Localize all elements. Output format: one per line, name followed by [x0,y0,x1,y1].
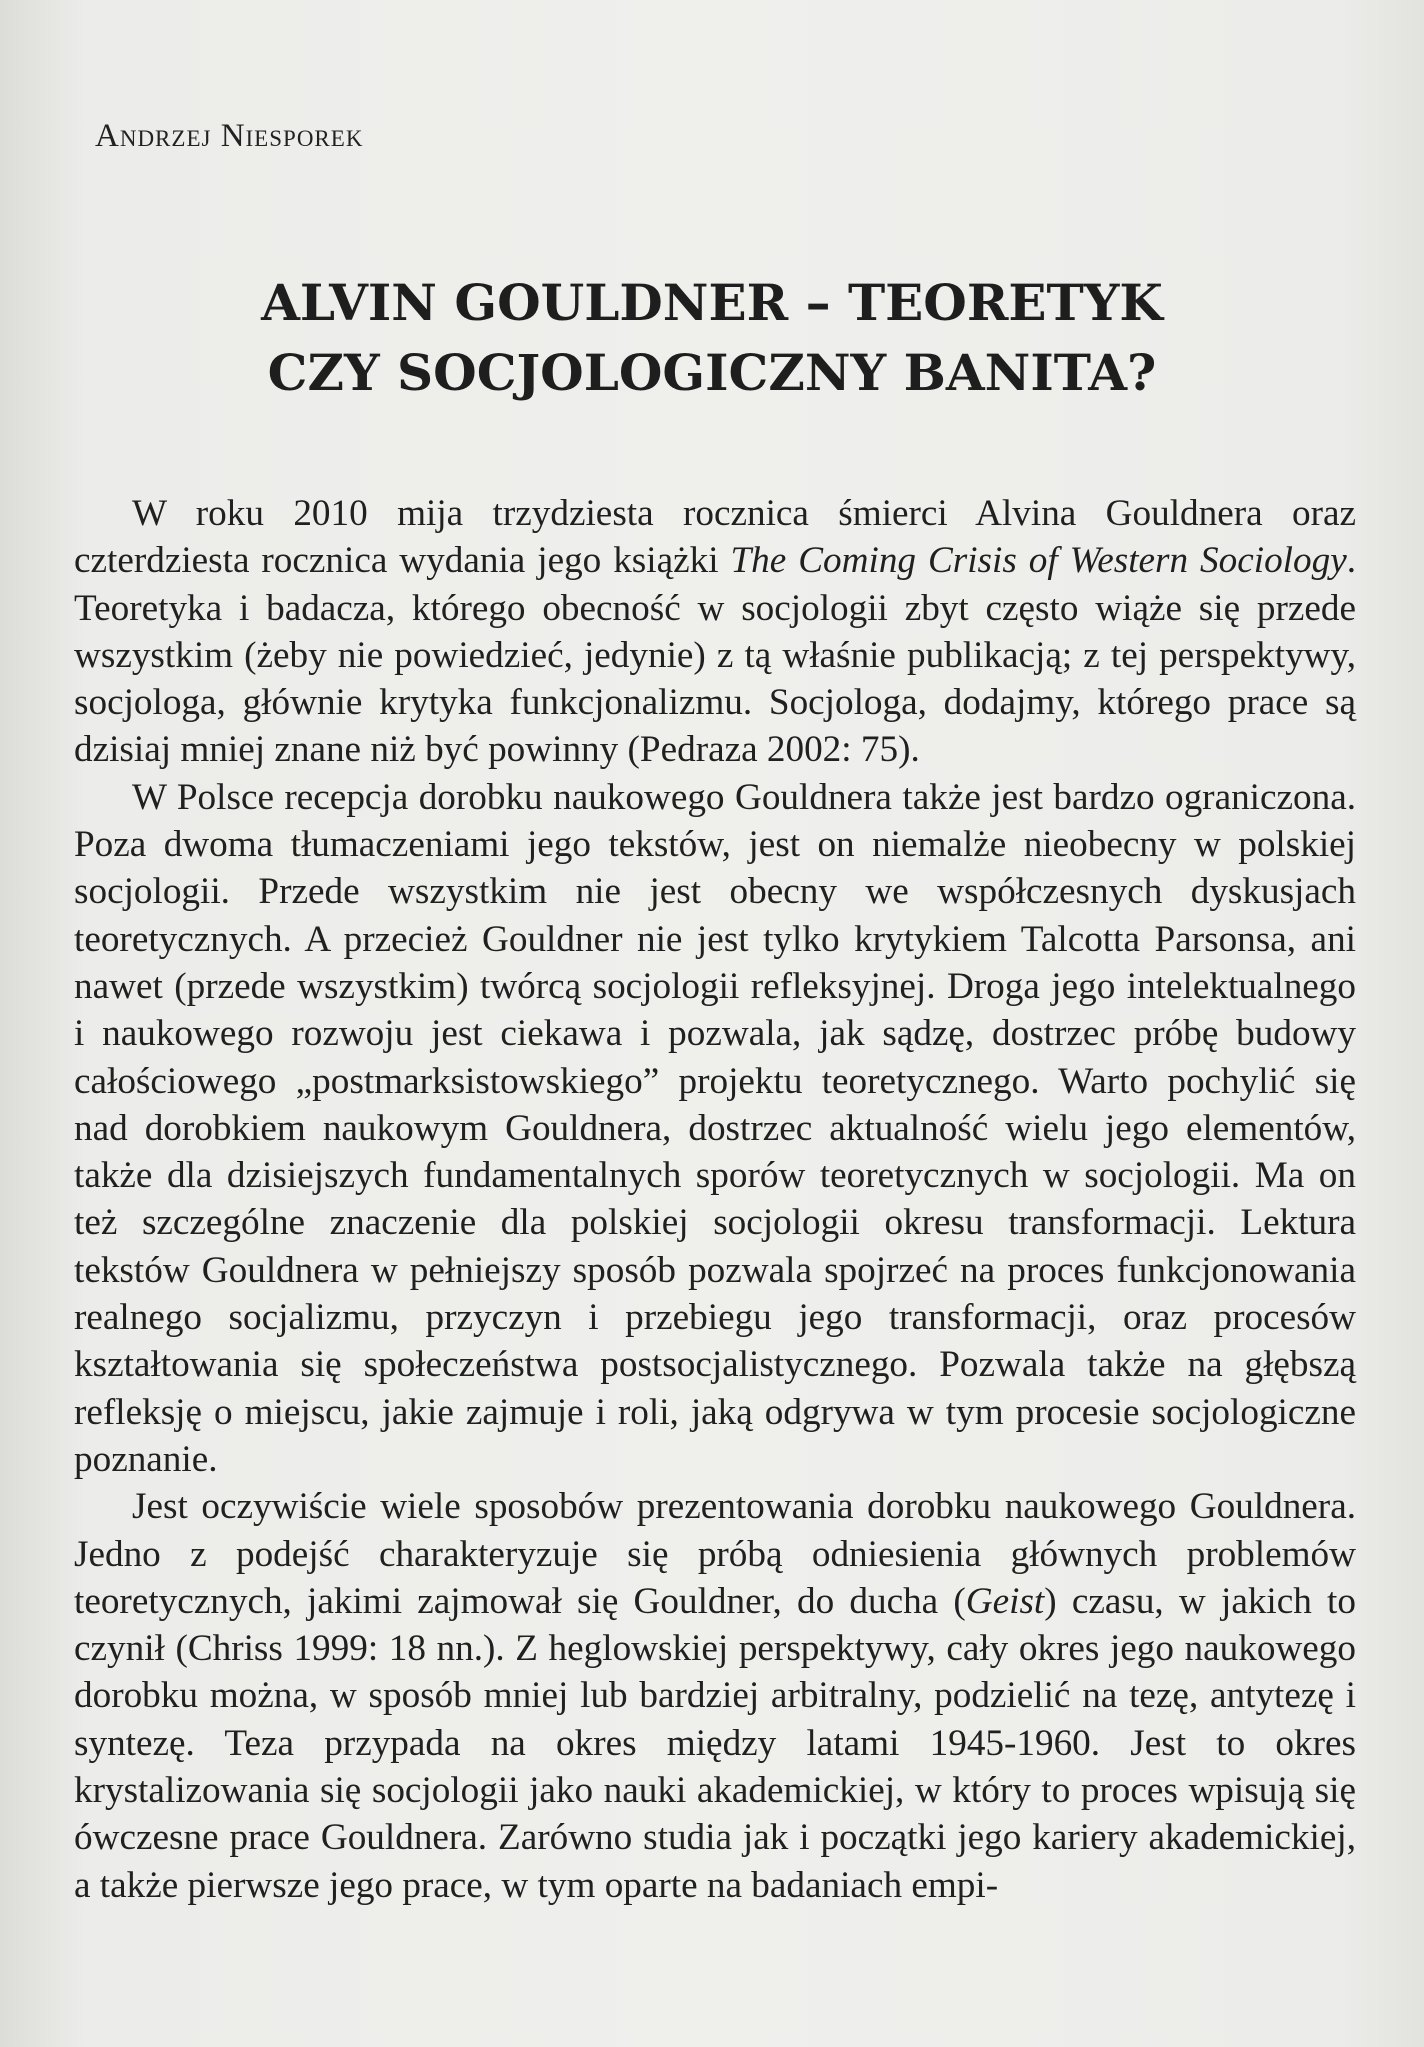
paragraph-3 [74,1483,1356,1909]
geist-italic: Geist [965,1580,1045,1622]
paragraph-1-text-b: . Teoretyka i badacza, którego obecność w socjologii zbyt często wiąże się przede wszystkim (żeby nie powiedzieć, jedynie) z tą właśnie publikacją; z tej perspektywy, socjologa, głównie krytyka funkcjonalizmu. Socjologa, dodajmy, którego prace są dzisiaj mniej znane niż być powinny (Pedraza 2002: 75). [74,540,1356,771]
paragraph-3-text-a: Jest oczywiście wiele sposobów prezentowania dorobku naukowego Gouldnera. Jedno z podejść charakteryzuje się próbą odniesienia głównych problemów teoretycznych, jakimi zajmował się Gouldner, do ducha ( [74,1486,1356,1622]
paragraph-1-text-a: W roku 2010 mija trzydziesta rocznica śmierci Alvina Gouldnera oraz czterdziesta rocznica wydania jego książki [74,493,1356,582]
paragraph-2: W Polsce recepcja dorobku naukowego Gouldnera także jest bardzo ograniczona. Poza dwoma tłumaczeniami jego tekstów, jest on niemalże nieobecny w polskiej socjologii. Przede wszystkim nie jest obecny we współczesnych dyskusjach teoretycznych. A przecież Gouldner nie jest tylko krytykiem Talcotta Parsonsa, ani nawet (przede wszystkim) twórcą socjologii refleksyjnej. Droga jego intelektualnego i naukowego rozwoju jest ciekawa i pozwala, jak sądzę, dostrzec próbę budowy całościowego „postmarksistowskiego” projektu teoretycznego. Warto pochylić się nad dorobkiem naukowym Gouldnera, dostrzec aktualność wielu jego elementów, także dla dzisiejszych fundamentalnych sporów teoretycznych w socjologii. Ma on też szczególne znaczenie dla polskiej socjologii okresu transformacji. Lektura tekstów Gouldnera w pełniejszy sposób pozwala spojrzeć na proces funkcjonowania realnego socjalizmu, przyczyn i przebiegu jego transformacji, oraz procesów kształtowania się społeczeństwa postsocjalistycznego. Pozwala także na głębszą refleksję o miejscu, jakie zajmuje i roli, jaką odgrywa w tym procesie socjologiczne poznanie. [74,776,1356,1480]
paragraph-3-text-b: ) czasu, w jakich to czynił (Chriss 1999: 18 nn.). Z heglowskiej perspektywy, cały okres jego naukowego dorobku można, w sposób mniej lub bardziej arbitralny, podzielić na tezę, antytezę i syntezę. Teza przypada na okres między latami 1945-1960. Jest to okres krystalizowania się socjologii jako nauki akademickiej, w który to proces wpisują się ówczesne prace Gouldnera. Zarówno studia jak i początki jego kariery akademickiej, a także pierwsze jego prace, w tym oparte na badaniach empi- [74,1580,1356,1906]
paragraph-1 [74,490,1356,774]
book-title-italic: The Coming Crisis of Western Sociology [730,540,1347,582]
article-body [74,490,1356,1909]
article-title [90,268,1334,408]
running-header-author: Andrzej Niesporek [95,118,364,154]
article-title-line-1: ALVIN GOULDNER – TEORETYK [261,273,1163,332]
article-title-line-2: CZY SOCJOLOGICZNY BANITA? [267,343,1157,402]
